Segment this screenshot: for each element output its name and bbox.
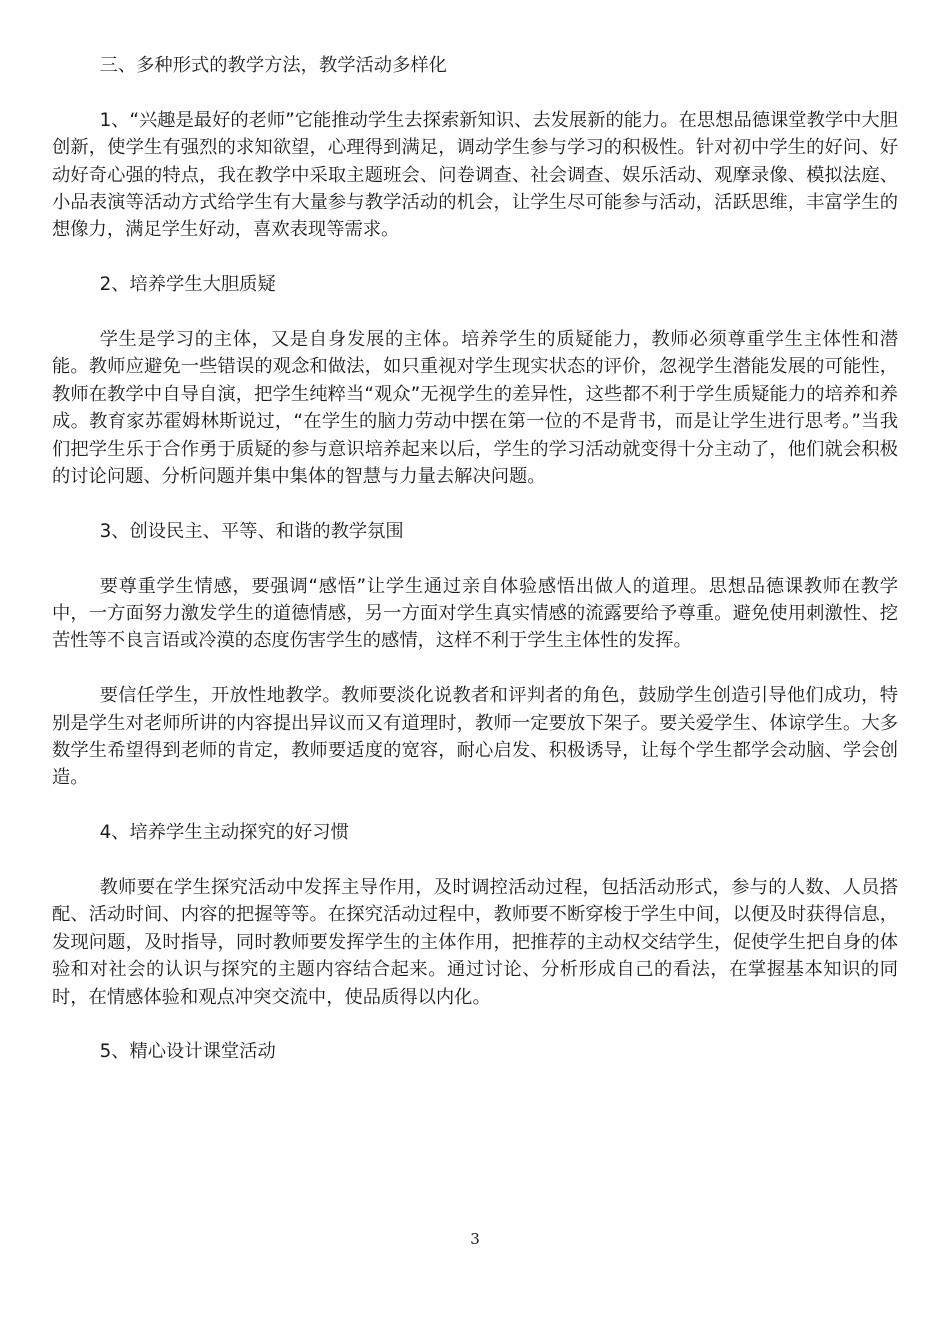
page-number: 3: [470, 1230, 480, 1248]
subsection-heading: 5、精心设计课堂活动: [99, 1041, 276, 1063]
paragraph: 教师要在学生探究活动中发挥主导作用，及时调控活动过程，包括活动形式，参与的人数、人员搭配、活动时间、内容的把握等等。在探究活动过程中，教师要不断穿梭于学生中间，以便及时获得信息，发现问题，及时指导，同时教师要发挥学生的主体作用，把推荐的主动权交结学生，促使学生把自身的体验和对社会的认识与探究的主题内容结合起来。通过讨论、分析形成自己的看法，在掌握基本知识的同时，在情感体验和观点冲突交流中，使品质得以内化。: [52, 877, 898, 1008]
subsection-heading: 4、培养学生主动探究的好习惯: [99, 822, 349, 844]
subsection-heading: 2、培养学生大胆质疑: [99, 274, 276, 296]
paragraph: 要信任学生，开放性地教学。教师要淡化说教者和评判者的角色，鼓励学生创造引导他们成功，特别是学生对老师所讲的内容提出异议而又有道理时，教师一定要放下架子。要关爱学生、体谅学生。大多数学生希望得到老师的肯定，教师要适度的宽容，耐心启发、积极诱导，让每个学生都学会动脑、学会创造。: [52, 685, 898, 789]
section-heading: 三、多种形式的教学方法，教学活动多样化: [99, 55, 447, 76]
paragraph: 要尊重学生情感，要强调“感悟”让学生通过亲自体验感悟出做人的道理。思想品德课教师在教学中，一方面努力激发学生的道德情感，另一方面对学生真实情感的流露要给予尊重。避免使用刺激性、挖苦性等不良言语或冷漠的态度伤害学生的感情，这样不利于学生主体性的发挥。: [52, 575, 898, 652]
paragraph: 1、“兴趣是最好的老师”它能推动学生去探索新知识、去发展新的能力。在思想品德课堂教学中大胆创新，使学生有强烈的求知欲望，心理得到满足，调动学生参与学习的积极性。针对初中学生的好问、好动好奇心强的特点，我在教学中采取主题班会、问卷调查、社会调查、娱乐活动、观摩录像、模拟法庭、小品表演等活动方式给学生有大量参与教学活动的机会，让学生尽可能参与活动，活跃思维，丰富学生的想像力，满足学生好动，喜欢表现等需求。: [52, 109, 898, 241]
subsection-heading: 3、创设民主、平等、和谐的教学氛围: [99, 520, 404, 542]
paragraph: 学生是学习的主体，又是自身发展的主体。培养学生的质疑能力，教师必须尊重学生主体性和潜能。教师应避免一些错误的观念和做法，如只重视对学生现实状态的评价，忽视学生潜能发展的可能性，教师在教学中自导自演，把学生纯粹当“观众”无视学生的差异性，这些都不利于学生质疑能力的培养和养成。教育家苏霍姆林斯说过，“在学生的脑力劳动中摆在第一位的不是背书，而是让学生进行思考。”当我们把学生乐于合作勇于质疑的参与意识培养起来以后，学生的学习活动就变得十分主动了，他们就会积极的讨论问题、分析问题并集中集体的智慧与力量去解决问题。: [52, 329, 898, 488]
document-body: [52, 52, 898, 1093]
